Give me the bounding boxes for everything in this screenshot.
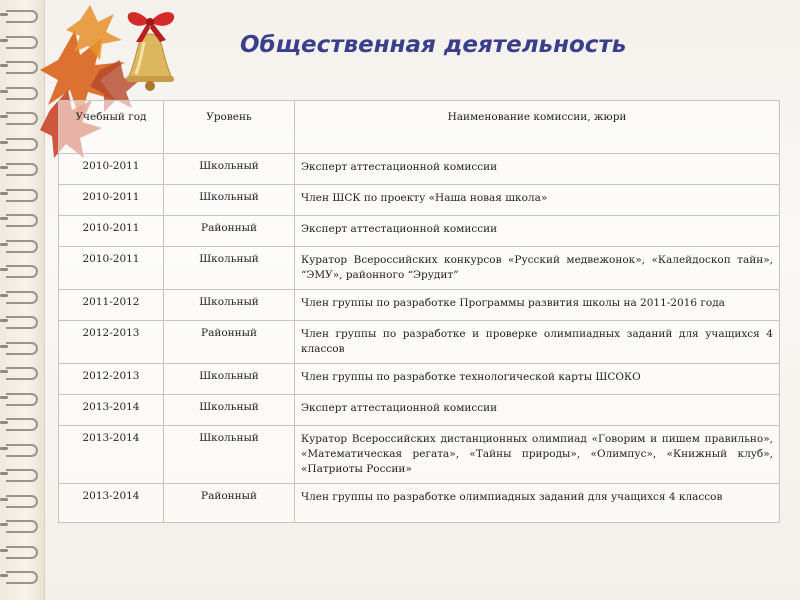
cell-level: Районный [164, 321, 295, 364]
notebook-ring-icon [6, 367, 38, 380]
cell-year: 2013-2014 [59, 484, 164, 523]
cell-year: 2010-2011 [59, 247, 164, 290]
notebook-ring-icon [6, 10, 38, 23]
notebook-ring-icon [6, 36, 38, 49]
cell-commission: Куратор Всероссийских дистанционных олимпиад «Говорим и пишем правильно», «Математическая регата», «Тайны природы», «Олимпус», «Книжный клуб», «Патриоты России» [295, 426, 780, 484]
column-header-commission: Наименование комиссии, жюри [295, 101, 780, 154]
table-header-row [59, 101, 780, 154]
table-row [59, 290, 780, 321]
cell-commission: Член группы по разработке олимпиадных заданий для учащихся 4 классов [295, 484, 780, 523]
cell-level: Школьный [164, 364, 295, 395]
cell-level: Районный [164, 216, 295, 247]
notebook-ring-icon [6, 291, 38, 304]
table-row [59, 154, 780, 185]
activity-table [58, 100, 780, 523]
cell-year: 2010-2011 [59, 216, 164, 247]
table-row [59, 364, 780, 395]
cell-level: Школьный [164, 395, 295, 426]
column-header-level: Уровень [164, 101, 295, 154]
cell-level: Школьный [164, 426, 295, 484]
cell-level: Школьный [164, 290, 295, 321]
cell-year: 2013-2014 [59, 395, 164, 426]
cell-commission: Куратор Всероссийских конкурсов «Русский медвежонок», «Калейдоскоп тайн», “ЭМУ», районного “Эрудит” [295, 247, 780, 290]
notebook-ring-icon [6, 342, 38, 355]
table-row [59, 185, 780, 216]
cell-year: 2012-2013 [59, 364, 164, 395]
notebook-ring-icon [6, 546, 38, 559]
notebook-ring-icon [6, 61, 38, 74]
table-row [59, 395, 780, 426]
notebook-ring-icon [6, 138, 38, 151]
cell-commission: Эксперт аттестационной комиссии [295, 154, 780, 185]
notebook-ring-icon [6, 189, 38, 202]
notebook-ring-icon [6, 163, 38, 176]
notebook-ring-icon [6, 112, 38, 125]
notebook-ring-icon [6, 571, 38, 584]
notebook-ring-icon [6, 444, 38, 457]
cell-level: Районный [164, 484, 295, 523]
cell-commission: Член группы по разработке технологической карты ШСОКО [295, 364, 780, 395]
notebook-ring-icon [6, 316, 38, 329]
table-row [59, 216, 780, 247]
notebook-ring-icon [6, 495, 38, 508]
cell-level: Школьный [164, 185, 295, 216]
cell-year: 2012-2013 [59, 321, 164, 364]
cell-commission: Эксперт аттестационной комиссии [295, 216, 780, 247]
cell-commission: Член группы по разработке Программы развития школы на 2011-2016 года [295, 290, 780, 321]
cell-year: 2010-2011 [59, 154, 164, 185]
notebook-ring-icon [6, 418, 38, 431]
page-title: Общественная деятельность [240, 32, 627, 58]
notebook-ring-icon [6, 265, 38, 278]
notebook-ring-icon [6, 520, 38, 533]
table-row [59, 484, 780, 523]
notebook-ring-icon [6, 393, 38, 406]
cell-commission: Член группы по разработке и проверке олимпиадных заданий для учащихся 4 классов [295, 321, 780, 364]
cell-commission: Эксперт аттестационной комиссии [295, 395, 780, 426]
cell-level: Школьный [164, 247, 295, 290]
table-row [59, 247, 780, 290]
notebook-ring-icon [6, 87, 38, 100]
notebook-spine [0, 0, 45, 600]
notebook-ring-icon [6, 240, 38, 253]
cell-year: 2011-2012 [59, 290, 164, 321]
notebook-ring-icon [6, 469, 38, 482]
cell-year: 2013-2014 [59, 426, 164, 484]
cell-commission: Член ШСК по проекту «Наша новая школа» [295, 185, 780, 216]
table-row [59, 426, 780, 484]
notebook-ring-icon [6, 214, 38, 227]
column-header-year: Учебный год [59, 101, 164, 154]
cell-level: Школьный [164, 154, 295, 185]
cell-year: 2010-2011 [59, 185, 164, 216]
table-row [59, 321, 780, 364]
